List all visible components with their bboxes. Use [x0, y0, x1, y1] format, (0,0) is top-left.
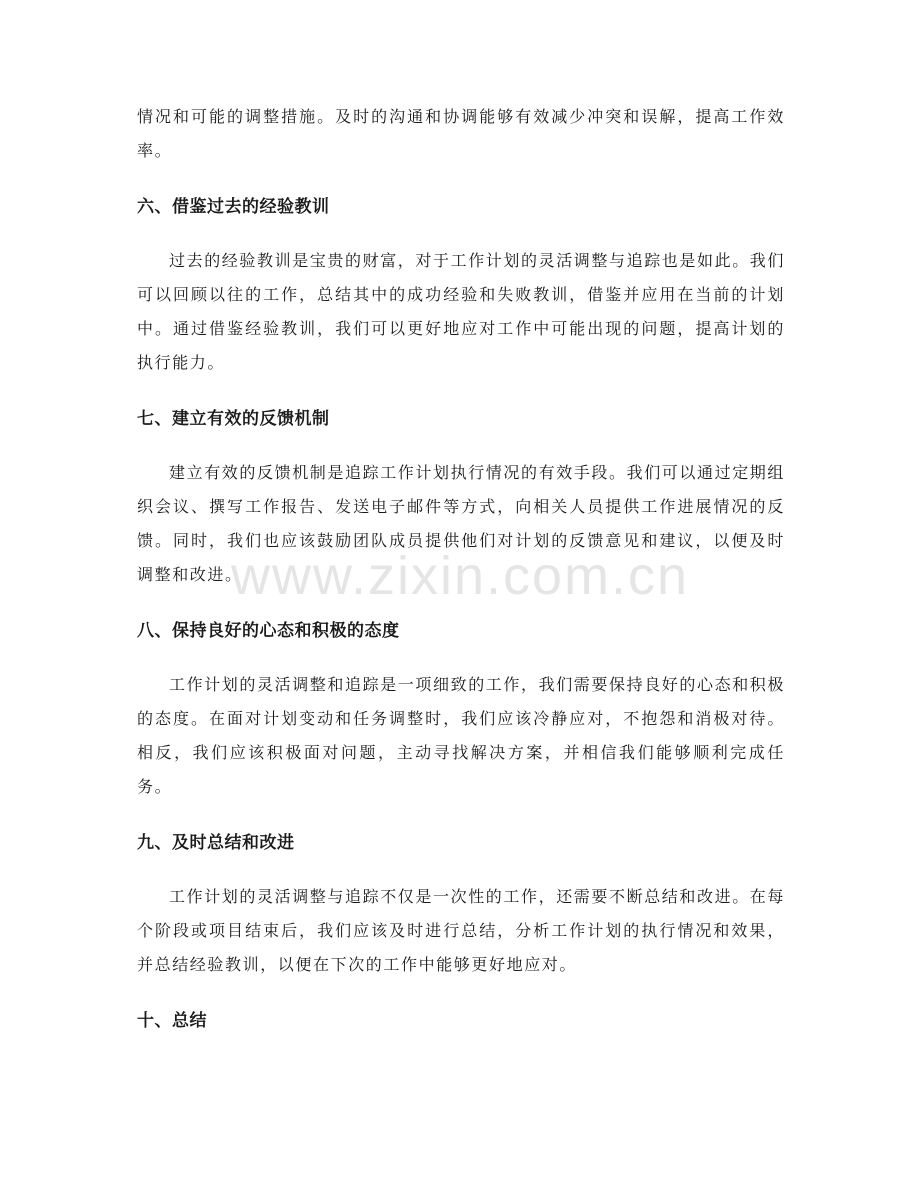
section-10-heading: 十、总结	[137, 1011, 207, 1031]
section-7-body: 建立有效的反馈机制是追踪工作计划执行情况的有效手段。我们可以通过定期组织会议、撰写工作报告、发送电子邮件等方式，向相关人员提供工作进展情况的反馈。同时，我们也应该鼓励团队成员提供他们对计划的反馈意见和建议，以便及时调整和改进。	[137, 463, 786, 584]
watermark: www.zixin.com.cn	[230, 546, 690, 606]
section-7-heading: 七、建立有效的反馈机制	[137, 409, 330, 429]
section-8-body: 工作计划的灵活调整和追踪是一项细致的工作，我们需要保持良好的心态和积极的态度。在面对计划变动和任务调整时，我们应该冷静应对，不抱怨和消极对待。相反，我们应该积极面对问题，主动寻找解决方案，并相信我们能够顺利完成任务。	[137, 675, 786, 796]
intro-paragraph: 情况和可能的调整措施。及时的沟通和协调能够有效减少冲突和误解，提高工作效率。	[137, 107, 785, 160]
section-6-heading: 六、借鉴过去的经验教训	[137, 197, 330, 217]
section-9-heading: 九、及时总结和改进	[137, 833, 295, 853]
document-content	[137, 100, 785, 1038]
section-8-heading: 八、保持良好的心态和积极的态度	[137, 621, 400, 641]
section-6-body: 过去的经验教训是宝贵的财富，对于工作计划的灵活调整与追踪也是如此。我们可以回顾以往的工作，总结其中的成功经验和失败教训，借鉴并应用在当前的计划中。通过借鉴经验教训，我们可以更好地应对工作中可能出现的问题，提高计划的执行能力。	[137, 251, 786, 372]
section-9-body: 工作计划的灵活调整与追踪不仅是一次性的工作，还需要不断总结和改进。在每个阶段或项目结束后，我们应该及时进行总结，分析工作计划的执行情况和效果，并总结经验教训，以便在下次的工作中能够更好地应对。	[137, 887, 786, 974]
